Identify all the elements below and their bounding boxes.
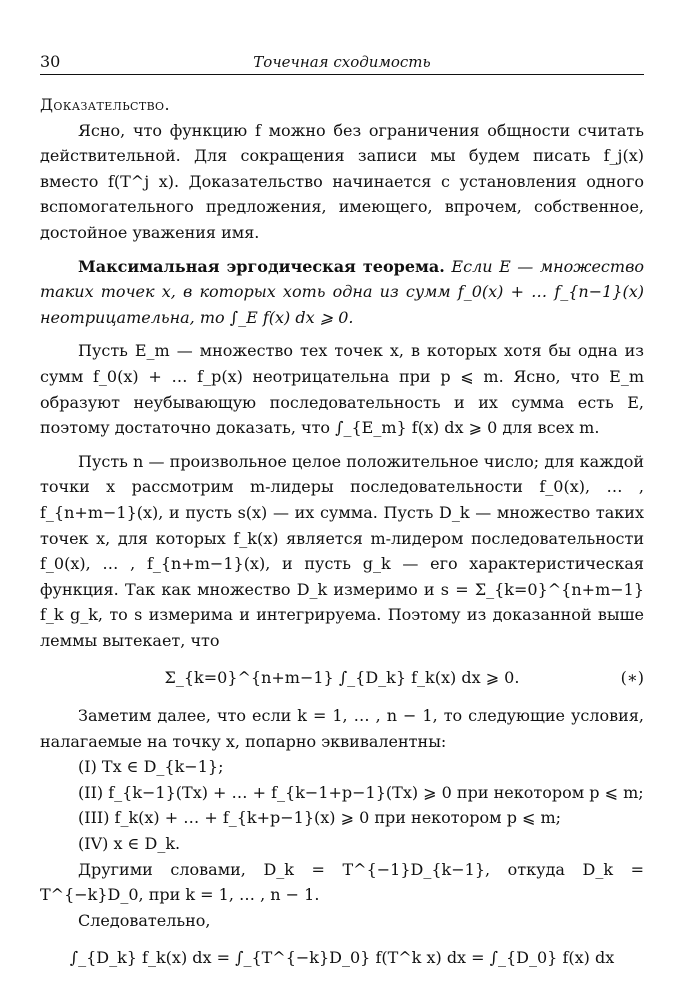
paragraph-other-words: Другими словами, D_k = T^{−1}D_{k−1}, откуда D_k = T^{−k}D_0, при k = 1, … , n − 1.: [40, 859, 644, 905]
equation-final-formula: ∫_{D_k} f_k(x) dx = ∫_{T^{−k}D_0} f(T^k x) dx = ∫_{D_0} f(x) dx: [69, 948, 615, 968]
theorem-text: Если E — множество таких точек x, в которых хоть одна из сумм f_0(x) + … f_{n−1}(x) неотрицательна, то ∫_E f(x) dx ⩾ 0.: [40, 256, 645, 327]
running-title: Точечная сходимость: [253, 53, 431, 71]
equation-final: [40, 945, 644, 971]
proof-heading: Доказательство.: [40, 95, 170, 114]
paragraph-intro: Ясно, что функцию f можно без ограничения общности считать действительной. Для сокращения записи мы будем писать f_j(x) вместо f(T^j x). Доказательство начинается с установления одного вспомогательного предложения, имеющего, впрочем, собственное, достойное уважения имя.: [40, 120, 644, 242]
paragraph-therefore: Следовательно,: [78, 910, 211, 930]
equation-star: [40, 665, 644, 691]
conditions-list: [40, 754, 644, 856]
paragraph-em-sets: Пусть E_m — множество тех точек x, в которых хотя бы одна из сумм f_0(x) + … f_p(x) неотрицательна при p ⩽ m. Ясно, что E_m образуют неубывающую последовательность и их сумма есть E, поэтому достаточно доказать, что ∫_{E_m} f(x) dx ⩾ 0 для всех m.: [40, 341, 644, 438]
condition-item: (II) f_{k−1}(Tx) + … + f_{k−1+p−1}(Tx) ⩾ 0 при некотором p ⩽ m;: [78, 782, 644, 802]
paragraph-equivalence: Заметим далее, что если k = 1, … , n − 1, то следующие условия, налагаемые на точку x, попарно эквивалентны:: [40, 706, 644, 751]
page-header: [40, 52, 644, 75]
equation-star-formula: Σ_{k=0}^{n+m−1} ∫_{D_k} f_k(x) dx ⩾ 0.: [164, 668, 520, 688]
equation-label: (∗): [620, 668, 644, 688]
page-body: [40, 92, 644, 983]
condition-item: (IV) x ∈ D_k.: [78, 834, 181, 854]
condition-item: (I) Tx ∈ D_{k−1};: [78, 757, 224, 777]
page-number: 30: [40, 52, 61, 71]
theorem-name: Максимальная эргодическая теорема.: [78, 256, 445, 276]
condition-item: (III) f_k(x) + … + f_{k+p−1}(x) ⩾ 0 при некотором p ⩽ m;: [78, 808, 562, 828]
theorem-statement: [40, 254, 644, 331]
paragraph-leaders: Пусть n — произвольное целое положительное число; для каждой точки x рассмотрим m-лидеры последовательности f_0(x), … , f_{n+m−1}(x), и пусть s(x) — их сумма. Пусть D_k — множество таких точек x, для которых f_k(x) является m-лидером последовательности f_0(x), … , f_{n+m−1}(x), и пусть g_k — его характеристическая функция. Так как множество D_k измеримо и s = Σ_{k=0}^{n+m−1} f_k g_k, то s измерима и интегрируема. Поэтому из доказанной выше леммы вытекает, что: [40, 451, 644, 650]
